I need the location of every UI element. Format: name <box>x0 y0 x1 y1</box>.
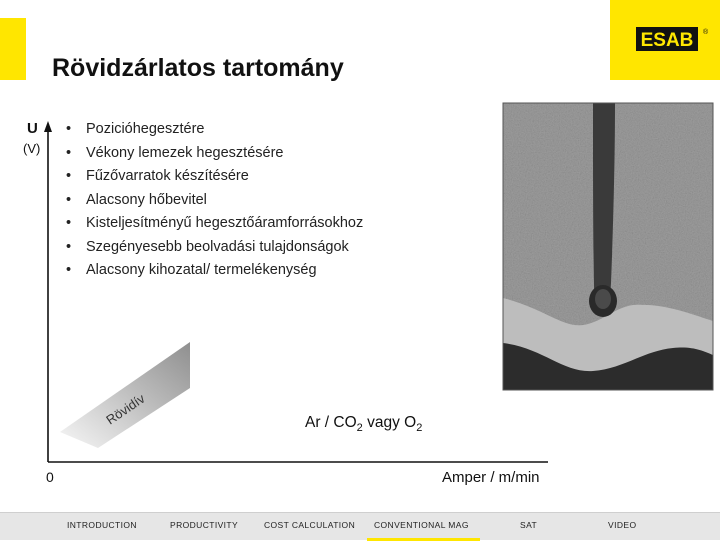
nav-conventional-mag[interactable]: CONVENTIONAL MAG <box>374 520 469 530</box>
list-item: • Alacsony hőbevitel <box>66 191 207 208</box>
logo-registered: ® <box>703 29 709 36</box>
bottom-nav <box>0 512 720 540</box>
short-arc-region <box>60 342 190 448</box>
origin-label: 0 <box>46 469 54 485</box>
band-label: Rövidív <box>103 390 148 428</box>
list-item: • Szegényesebb beolvadási tulajdonságok <box>66 238 349 255</box>
list-item: • Vékony lemezek hegesztésére <box>66 144 284 161</box>
nav-cost-calculation[interactable]: COST CALCULATION <box>264 520 356 530</box>
nav-productivity[interactable]: PRODUCTIVITY <box>170 520 239 530</box>
y-axis-label: U <box>27 120 38 137</box>
y-axis-unit: (V) <box>23 141 41 156</box>
gas-label: Ar / $CO_2$ vagy $O_2$ <box>305 414 423 435</box>
logo-text: ESAB <box>640 30 694 51</box>
page-title: Rövidzárlatos tartomány <box>52 54 344 82</box>
nav-video[interactable]: VIDEO <box>608 520 637 530</box>
weld-micrograph <box>503 103 713 390</box>
list-item: • Alacsony kihozatal/ termelékenység <box>66 262 317 278</box>
list-item: • Pozicióhegesztére <box>66 121 205 137</box>
x-axis-label: Amper / m/min <box>442 469 540 486</box>
list-item: • Fűzővarratok készítésére <box>66 168 249 184</box>
list-item: • Kisteljesítményű hegesztőáramforrásokhoz <box>66 215 364 231</box>
nav-sat[interactable]: SAT <box>520 520 538 530</box>
nav-introduction[interactable]: INTRODUCTION <box>67 520 137 530</box>
